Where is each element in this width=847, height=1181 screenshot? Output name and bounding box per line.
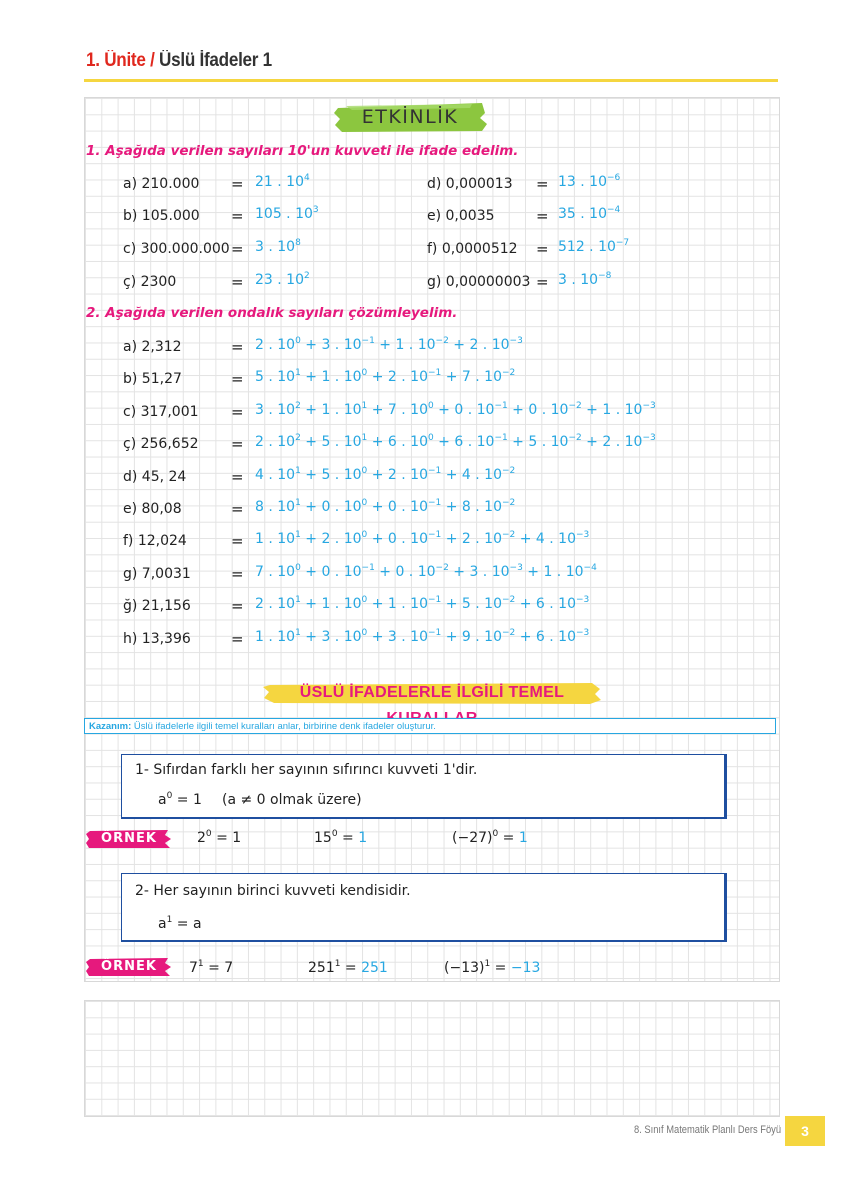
rule-1-text: 1- Sıfırdan farklı her sayının sıfırıncı kuvveti 1'dir. — [135, 762, 478, 778]
q2-term-base: 4 . 10 — [461, 466, 502, 483]
rule-2-text: 2- Her sayının birinci kuvveti kendisidir. — [135, 883, 411, 899]
plus-sign: + — [441, 369, 462, 386]
q2-term-exp: −3 — [575, 530, 590, 541]
rule-2-formula — [158, 916, 202, 932]
q2-term-exp: 1 — [295, 465, 301, 476]
q2-term-exp: −2 — [501, 627, 516, 638]
plus-sign: + — [367, 499, 388, 515]
q1-answer-base: 3 . 10 — [558, 272, 599, 288]
q2-label: a) 2,312 — [123, 339, 182, 355]
page-header — [86, 50, 272, 72]
q2-term-base: 1 . 10 — [602, 401, 643, 418]
question-2-title: 2. Aşağıda verilen ondalık sayıları çözümleyelim. — [86, 305, 458, 321]
example1-answer: 1 — [518, 830, 528, 846]
equals-sign: = — [536, 175, 549, 193]
example1-item — [314, 830, 367, 846]
example2-item — [189, 960, 233, 976]
q2-term-base: 6 . 10 — [535, 596, 576, 613]
equals-sign: = — [231, 175, 244, 193]
q2-term-exp: −2 — [501, 465, 516, 476]
q2-label: b) 51,27 — [123, 371, 182, 388]
q2-term-exp: 1 — [361, 433, 368, 444]
q1-left-answer — [255, 239, 301, 255]
q2-answer — [255, 434, 656, 450]
q2-term-exp: 0 — [361, 627, 368, 638]
plus-sign: + — [507, 434, 529, 451]
example2-answer: −13 — [510, 960, 541, 976]
q2-term-exp: −2 — [501, 595, 516, 606]
equals-sign: = — [231, 467, 244, 486]
example2-power-base: 251 — [308, 960, 335, 976]
q2-answer — [255, 467, 515, 483]
example2-power-exp: 1 — [484, 959, 491, 969]
plus-sign: + — [522, 563, 544, 580]
q2-term-base: 1 . 10 — [543, 563, 584, 580]
q2-term-exp: −1 — [427, 595, 442, 606]
plus-sign: + — [300, 337, 322, 353]
q2-term-base: 2 . 10 — [255, 434, 296, 451]
question-1-title: 1. Aşağıda verilen sayıları 10'un kuvveti ile ifade edelim. — [86, 143, 519, 159]
q2-term-base: 0 . 10 — [321, 499, 362, 515]
example1-power-base: 15 — [314, 830, 332, 846]
plus-sign: + — [367, 401, 388, 418]
equals-sign: = — [231, 500, 244, 518]
q2-term-base: 3 . 10 — [469, 563, 510, 580]
rule-2-formula-exp: 1 — [166, 915, 173, 925]
q2-answer — [255, 531, 589, 547]
equals-sign: = — [231, 370, 244, 389]
q2-term-exp: −2 — [501, 368, 516, 379]
example2-item — [308, 960, 388, 976]
example2-power-exp: 1 — [334, 959, 341, 969]
plus-sign: + — [448, 563, 470, 580]
q2-term-exp: −3 — [575, 595, 590, 606]
q2-term-exp: 0 — [361, 368, 368, 379]
plus-sign: + — [507, 401, 529, 418]
example-1-badge: ÖRNEK — [101, 831, 157, 846]
q1-left-answer — [255, 272, 310, 288]
q1-answer-base: 21 . 10 — [255, 174, 304, 190]
q1-answer-base: 512 . 10 — [558, 239, 616, 255]
q1-answer-exp: 4 — [303, 173, 310, 183]
plus-sign: + — [374, 337, 396, 353]
rule-2-formula-base: a — [158, 916, 167, 932]
q2-term-base: 2 . 10 — [602, 434, 643, 451]
activity-banner: ETKİNLİK — [361, 106, 459, 128]
q1-answer-base: 3 . 10 — [255, 239, 296, 255]
q1-right-label: e) 0,0035 — [427, 208, 495, 224]
plus-sign: + — [441, 531, 462, 548]
q2-term-exp: 2 — [295, 400, 301, 411]
equals-sign: = — [231, 597, 244, 616]
plus-sign: + — [367, 596, 388, 613]
q1-left-label: b) 105.000 — [123, 208, 200, 224]
q2-term-exp: 0 — [427, 400, 434, 411]
grid-paper-bottom — [84, 1000, 780, 1117]
q2-term-base: 4 . 10 — [535, 531, 576, 548]
q2-label: h) 13,396 — [123, 630, 191, 647]
rule-1-formula — [158, 792, 202, 808]
q1-answer-exp: −4 — [606, 205, 621, 215]
q2-term-exp: 1 — [295, 498, 301, 508]
q2-term-base: 3 . 10 — [321, 337, 362, 353]
equals-sign: = — [231, 532, 244, 551]
q1-answer-exp: −7 — [615, 238, 630, 248]
q2-answer — [255, 596, 589, 612]
plus-sign: + — [300, 531, 322, 548]
q2-term-exp: 0 — [295, 336, 301, 346]
q2-label: c) 317,001 — [123, 403, 199, 420]
plus-sign: + — [300, 466, 322, 483]
rule-1-formula-base: a — [158, 792, 167, 808]
q2-term-base: 2 . 10 — [469, 337, 510, 353]
q1-answer-base: 13 . 10 — [558, 174, 607, 190]
plus-sign: + — [515, 596, 536, 613]
q2-term-base: 9 . 10 — [461, 628, 502, 645]
plus-sign: + — [367, 369, 388, 386]
example2-equals: = 7 — [203, 960, 234, 976]
example1-power-base: 2 — [197, 830, 206, 846]
plus-sign: + — [300, 596, 322, 613]
example2-equals: = — [490, 960, 511, 976]
q2-term-base: 2 . 10 — [321, 531, 362, 548]
header-separator: / — [145, 50, 160, 71]
q2-term-exp: 0 — [361, 595, 368, 606]
equals-sign: = — [231, 240, 244, 258]
q2-term-exp: 1 — [295, 530, 301, 541]
q2-answer — [255, 629, 589, 645]
q2-term-exp: −1 — [427, 498, 442, 508]
q2-term-base: 5 . 10 — [255, 369, 296, 386]
example1-answer: 1 — [358, 830, 368, 846]
q2-term-exp: −2 — [435, 336, 449, 346]
plus-sign: + — [300, 434, 322, 451]
q2-term-base: 8 . 10 — [255, 499, 296, 515]
q1-left-answer — [255, 174, 310, 190]
example2-answer: 251 — [361, 960, 388, 976]
q1-right-answer — [558, 206, 620, 222]
q1-answer-exp: −8 — [598, 271, 612, 281]
q2-term-exp: 1 — [295, 368, 301, 379]
learning-outcome-text: Üslü ifadelerle ilgili temel kuralları anlar, birbirine denk ifadeler oluşturur. — [131, 721, 436, 732]
q2-term-base: 1 . 10 — [255, 531, 296, 548]
q2-term-base: 3 . 10 — [321, 628, 362, 645]
q2-term-base: 7 . 10 — [387, 401, 428, 418]
plus-sign: + — [367, 466, 388, 483]
learning-outcome — [84, 718, 776, 734]
example1-equals: = 1 — [211, 830, 242, 846]
example2-power-base: 7 — [189, 960, 198, 976]
plus-sign: + — [367, 531, 388, 548]
plus-sign: + — [441, 596, 462, 613]
equals-sign: = — [231, 564, 244, 583]
q2-term-base: 7 . 10 — [461, 369, 502, 386]
equals-sign: = — [536, 207, 549, 225]
plus-sign: + — [300, 563, 322, 580]
q2-term-base: 0 . 10 — [395, 563, 436, 580]
q1-answer-base: 23 . 10 — [255, 272, 304, 288]
rule-1-formula-exp: 0 — [166, 791, 173, 801]
q1-left-answer — [255, 206, 319, 222]
plus-sign: + — [515, 531, 536, 548]
q2-term-base: 8 . 10 — [461, 499, 502, 515]
q2-term-base: 7 . 10 — [255, 563, 296, 580]
plus-sign: + — [367, 628, 388, 645]
q2-term-exp: 0 — [361, 465, 368, 476]
q2-term-exp: −1 — [427, 368, 442, 379]
plus-sign: + — [300, 401, 322, 418]
rule-1-condition: (a ≠ 0 olmak üzere) — [222, 792, 362, 808]
q1-right-answer — [558, 272, 611, 288]
q2-term-base: 3 . 10 — [255, 401, 296, 418]
example1-power-exp: 0 — [492, 829, 499, 839]
equals-sign: = — [231, 207, 244, 225]
q2-term-base: 1 . 10 — [387, 596, 428, 613]
equals-sign: = — [231, 629, 244, 648]
q2-term-exp: −2 — [501, 530, 516, 541]
header-rule — [84, 79, 778, 82]
equals-sign: = — [536, 240, 549, 258]
q2-term-exp: −2 — [435, 562, 449, 573]
q2-label: f) 12,024 — [123, 533, 187, 550]
rule-2-formula-rest: = a — [172, 916, 202, 932]
q2-term-exp: −1 — [427, 627, 442, 638]
q2-label: e) 80,08 — [123, 501, 182, 517]
page-number: 3 — [785, 1116, 825, 1146]
q1-right-label: f) 0,0000512 — [427, 241, 518, 257]
q2-term-base: 5 . 10 — [321, 434, 362, 451]
q2-term-exp: 1 — [361, 400, 368, 411]
example2-power-base: (−13) — [444, 960, 485, 976]
plus-sign: + — [441, 628, 462, 645]
q1-answer-base: 105 . 10 — [255, 206, 313, 222]
q2-term-base: 5 . 10 — [528, 434, 569, 451]
q2-term-exp: −2 — [568, 433, 582, 444]
q2-term-exp: 0 — [295, 562, 301, 573]
q1-answer-base: 35 . 10 — [558, 206, 607, 222]
q2-term-exp: −3 — [575, 627, 590, 638]
q2-term-exp: 2 — [295, 433, 301, 444]
q2-term-exp: −3 — [509, 336, 523, 346]
q2-term-base: 2 . 10 — [387, 369, 428, 386]
q1-right-answer — [558, 174, 620, 190]
q2-term-exp: 1 — [295, 627, 301, 638]
example1-item — [197, 830, 241, 846]
q2-term-exp: 0 — [361, 530, 368, 541]
q2-label: d) 45, 24 — [123, 468, 187, 485]
learning-outcome-label: Kazanım: — [89, 721, 132, 732]
q2-term-base: 5 . 10 — [461, 596, 502, 613]
q2-term-base: 6 . 10 — [454, 434, 495, 451]
q1-left-label: c) 300.000.000 — [123, 241, 230, 257]
plus-sign: + — [448, 337, 470, 353]
equals-sign: = — [231, 435, 244, 454]
plus-sign: + — [300, 499, 322, 515]
q2-label: ğ) 21,156 — [123, 598, 191, 615]
example2-power-exp: 1 — [197, 959, 204, 969]
q1-left-label: ç) 2300 — [123, 274, 177, 290]
q2-term-base: 5 . 10 — [321, 466, 362, 483]
q2-term-exp: −1 — [361, 562, 375, 573]
q1-left-label: a) 210.000 — [123, 176, 200, 192]
q2-answer — [255, 369, 515, 385]
q1-right-answer — [558, 239, 629, 255]
q1-answer-exp: 2 — [303, 271, 310, 281]
plus-sign: + — [433, 401, 455, 418]
example1-equals: = — [337, 830, 359, 846]
q2-term-base: 4 . 10 — [255, 466, 296, 483]
q2-term-exp: −1 — [427, 465, 442, 476]
example-2-badge: ÖRNEK — [101, 959, 157, 974]
q2-term-base: 2 . 10 — [255, 337, 296, 353]
plus-sign: + — [441, 499, 462, 515]
q1-right-label: g) 0,00000003 — [427, 274, 531, 290]
q2-term-exp: −1 — [494, 400, 508, 411]
example2-item — [444, 960, 540, 976]
example1-item — [452, 830, 528, 846]
example1-power-exp: 0 — [205, 829, 212, 839]
q1-right-label: d) 0,000013 — [427, 176, 513, 192]
example1-power-exp: 0 — [331, 829, 338, 839]
plus-sign: + — [374, 563, 396, 580]
q2-term-base: 0 . 10 — [321, 563, 362, 580]
plus-sign: + — [300, 628, 322, 645]
q2-term-exp: 1 — [295, 595, 301, 606]
q2-term-exp: −3 — [509, 562, 523, 573]
example1-power-base: (−27) — [452, 830, 493, 846]
plus-sign: + — [581, 434, 603, 451]
plus-sign: + — [300, 369, 322, 386]
equals-sign: = — [231, 402, 244, 421]
q1-answer-exp: 8 — [295, 238, 301, 248]
plus-sign: + — [581, 401, 603, 418]
q2-label: ç) 256,652 — [123, 436, 199, 453]
q2-term-exp: −2 — [568, 400, 582, 411]
q2-term-exp: 0 — [427, 433, 434, 444]
unit-label: 1. Ünite — [86, 50, 146, 71]
q2-term-exp: −2 — [501, 498, 516, 508]
q2-term-exp: 0 — [361, 498, 368, 508]
q2-term-exp: −3 — [642, 400, 656, 411]
q2-term-base: 2 . 10 — [255, 596, 296, 613]
example2-equals: = — [340, 960, 362, 976]
q2-answer — [255, 337, 523, 353]
q2-term-base: 3 . 10 — [387, 628, 428, 645]
q2-term-base: 1 . 10 — [321, 596, 362, 613]
q2-term-base: 0 . 10 — [528, 401, 569, 418]
q2-term-exp: −4 — [583, 562, 597, 573]
q2-term-exp: −1 — [427, 530, 442, 541]
q2-label: g) 7,0031 — [123, 565, 191, 582]
q2-answer — [255, 499, 515, 515]
equals-sign: = — [536, 273, 549, 291]
q2-term-base: 6 . 10 — [387, 434, 428, 451]
plus-sign: + — [433, 434, 455, 451]
q2-term-base: 0 . 10 — [454, 401, 495, 418]
q2-term-base: 1 . 10 — [395, 337, 436, 353]
q1-answer-exp: 3 — [312, 205, 319, 215]
q2-term-base: 1 . 10 — [321, 369, 362, 386]
q1-answer-exp: −6 — [606, 173, 621, 183]
footer-text: 8. Sınıf Matematik Planlı Ders Föyü — [634, 1124, 782, 1136]
equals-sign: = — [231, 273, 244, 291]
plus-sign: + — [367, 434, 388, 451]
equals-sign: = — [231, 338, 244, 356]
q2-term-base: 1 . 10 — [321, 401, 362, 418]
q2-answer — [255, 402, 656, 418]
q2-term-base: 2 . 10 — [387, 466, 428, 483]
plus-sign: + — [515, 628, 536, 645]
plus-sign: + — [441, 466, 462, 483]
q2-term-base: 6 . 10 — [535, 628, 576, 645]
q2-term-exp: −1 — [494, 433, 508, 444]
q2-term-base: 1 . 10 — [255, 628, 296, 645]
q2-term-exp: −3 — [642, 433, 656, 444]
rules-banner: ÜSLÜ İFADELERLE İLGİLİ TEMEL — [299, 684, 565, 701]
q2-term-base: 0 . 10 — [387, 499, 428, 515]
example1-equals: = — [498, 830, 519, 846]
unit-subtitle: Üslü İfadeler 1 — [159, 50, 272, 71]
q2-term-base: 0 . 10 — [387, 531, 428, 548]
q2-answer — [255, 564, 597, 580]
q2-term-exp: −1 — [361, 336, 375, 346]
q2-term-base: 2 . 10 — [461, 531, 502, 548]
rule-1-formula-rest: = 1 — [172, 792, 202, 808]
